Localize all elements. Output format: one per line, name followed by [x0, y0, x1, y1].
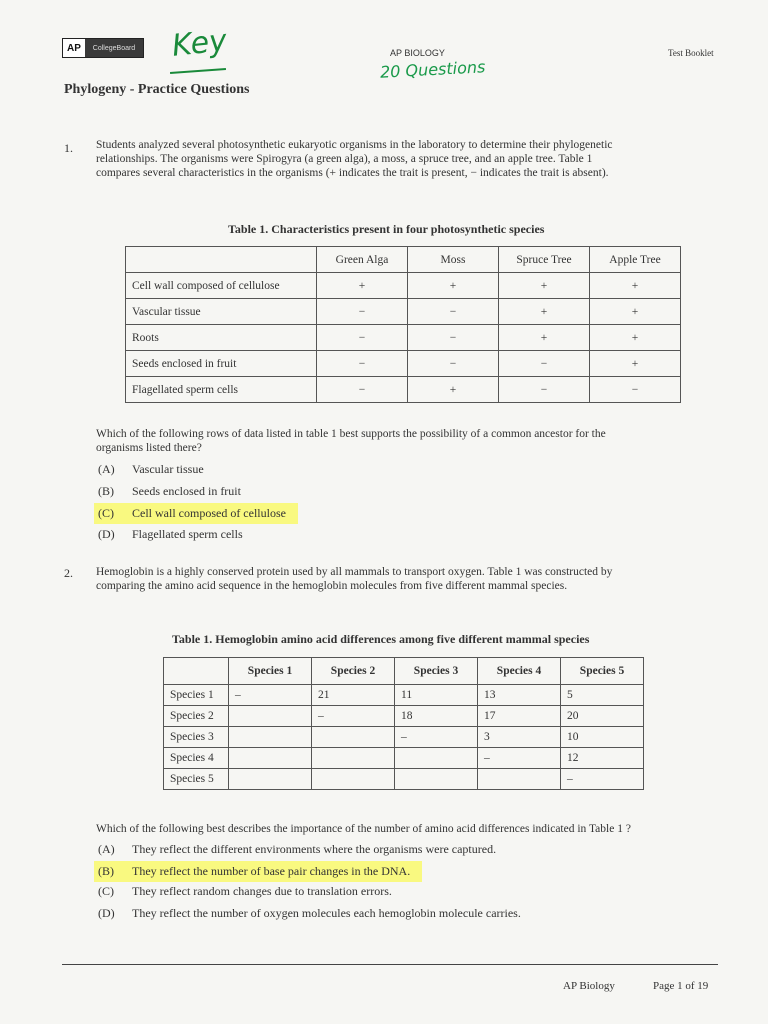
ap-logo: [62, 38, 144, 58]
value-cell: 13: [478, 685, 561, 706]
value-cell: –: [312, 706, 395, 727]
value-cell: [229, 706, 312, 727]
value-cell: +: [499, 299, 590, 325]
value-cell: −: [499, 351, 590, 377]
value-cell: 17: [478, 706, 561, 727]
handwritten-key: Key: [170, 23, 229, 64]
trait-cell: Cell wall composed of cellulose: [126, 273, 317, 299]
value-cell: 12: [561, 748, 644, 769]
q2-option-c[interactable]: [98, 884, 392, 899]
q2-option-b-highlighted-answer[interactable]: [94, 861, 422, 882]
option-letter: (B): [98, 484, 114, 498]
value-cell: +: [408, 273, 499, 299]
table-header-cell: [164, 658, 229, 685]
table-1-caption: Table 1. Characteristics present in four photosynthetic species: [228, 222, 545, 236]
table-row: [126, 377, 681, 403]
table-header-cell: Spruce Tree: [499, 247, 590, 273]
value-cell: −: [317, 351, 408, 377]
q1-option-b[interactable]: [98, 484, 241, 499]
value-cell: –: [478, 748, 561, 769]
option-letter: (D): [98, 906, 115, 920]
logo-collegeboard-text: CollegeBoard: [85, 39, 143, 57]
option-letter: (D): [98, 527, 115, 541]
option-text: They reflect the number of oxygen molecules each hemoglobin molecule carries.: [132, 906, 521, 920]
value-cell: [312, 727, 395, 748]
species-label-cell: Species 2: [164, 706, 229, 727]
option-text: They reflect the different environments where the organisms were captured.: [132, 842, 497, 856]
value-cell: 10: [561, 727, 644, 748]
footer-course: AP Biology: [563, 980, 615, 992]
value-cell: 21: [312, 685, 395, 706]
table-row: [164, 706, 644, 727]
question-2-number: 2.: [64, 566, 73, 580]
trait-cell: Seeds enclosed in fruit: [126, 351, 317, 377]
value-cell: −: [408, 299, 499, 325]
table-header-cell: Species 5: [561, 658, 644, 685]
value-cell: −: [408, 325, 499, 351]
table-row: [126, 273, 681, 299]
value-cell: −: [590, 377, 681, 403]
table-row: [164, 748, 644, 769]
intro-line: compares several characteristics in the organisms (+ indicates the trait is present, − indicates the trait is absent).: [96, 167, 609, 179]
value-cell: +: [590, 351, 681, 377]
value-cell: –: [229, 685, 312, 706]
value-cell: [312, 748, 395, 769]
table-header-cell: Species 2: [312, 658, 395, 685]
intro-line: Hemoglobin is a highly conserved protein used by all mammals to transport oxygen. Table 1 was constructed by: [96, 566, 613, 578]
option-letter: (C): [98, 884, 114, 898]
option-text: Cell wall composed of cellulose: [132, 506, 286, 520]
species-label-cell: Species 5: [164, 769, 229, 790]
option-text: They reflect the number of base pair changes in the DNA.: [132, 864, 411, 878]
prompt-line: Which of the following rows of data listed in table 1 best supports the possibility of a common ancestor for the: [96, 428, 606, 440]
species-label-cell: Species 4: [164, 748, 229, 769]
value-cell: [229, 769, 312, 790]
species-label-cell: Species 3: [164, 727, 229, 748]
value-cell: +: [499, 325, 590, 351]
table-header-cell: Species 4: [478, 658, 561, 685]
table-header-row: [164, 658, 644, 685]
value-cell: 5: [561, 685, 644, 706]
table-header-cell: Apple Tree: [590, 247, 681, 273]
value-cell: [229, 727, 312, 748]
species-label-cell: Species 1: [164, 685, 229, 706]
value-cell: −: [408, 351, 499, 377]
footer-page-number: Page 1 of 19: [653, 980, 709, 992]
option-letter: (A): [98, 842, 115, 856]
logo-ap-text: AP: [63, 39, 85, 57]
table-row: [164, 769, 644, 790]
page-title: Phylogeny - Practice Questions: [64, 82, 250, 97]
q2-option-a[interactable]: [98, 842, 496, 857]
question-1-prompt: [96, 427, 606, 455]
trait-cell: Flagellated sperm cells: [126, 377, 317, 403]
q1-option-a[interactable]: [98, 462, 204, 477]
intro-line: Students analyzed several photosynthetic eukaryotic organisms in the laboratory to determine their phylogenetic: [96, 139, 613, 151]
characteristics-table: [125, 246, 681, 403]
option-letter: (A): [98, 462, 115, 476]
option-text: Seeds enclosed in fruit: [132, 484, 241, 498]
value-cell: +: [590, 299, 681, 325]
option-text: Flagellated sperm cells: [132, 527, 243, 541]
value-cell: –: [561, 769, 644, 790]
hemoglobin-table: [163, 657, 644, 790]
value-cell: 3: [478, 727, 561, 748]
table-2-caption: Table 1. Hemoglobin amino acid differences among five different mammal species: [172, 632, 590, 646]
value-cell: +: [408, 377, 499, 403]
table-row: [126, 299, 681, 325]
trait-cell: Roots: [126, 325, 317, 351]
value-cell: +: [317, 273, 408, 299]
question-1-number: 1.: [64, 141, 73, 155]
table-row: [164, 727, 644, 748]
option-letter: (B): [98, 864, 114, 878]
table-row: [126, 351, 681, 377]
table-header-cell: [126, 247, 317, 273]
q2-option-d[interactable]: [98, 906, 521, 921]
q1-option-d[interactable]: [98, 527, 243, 542]
trait-cell: Vascular tissue: [126, 299, 317, 325]
value-cell: 18: [395, 706, 478, 727]
value-cell: [395, 769, 478, 790]
value-cell: 20: [561, 706, 644, 727]
question-1-intro: [96, 138, 613, 180]
option-text: Vascular tissue: [132, 462, 204, 476]
intro-line: relationships. The organisms were Spirogyra (a green alga), a moss, a spruce tree, and an apple tree. Table 1: [96, 153, 593, 165]
handwritten-underline: [170, 68, 226, 74]
table-row: [126, 325, 681, 351]
table-header-cell: Species 3: [395, 658, 478, 685]
value-cell: −: [499, 377, 590, 403]
value-cell: [312, 769, 395, 790]
value-cell: [395, 748, 478, 769]
value-cell: +: [590, 325, 681, 351]
prompt-line: organisms listed there?: [96, 442, 202, 454]
value-cell: –: [395, 727, 478, 748]
value-cell: −: [317, 325, 408, 351]
q1-option-c-highlighted-answer[interactable]: [94, 503, 298, 524]
handwritten-question-count: 20 Questions: [379, 57, 486, 82]
value-cell: −: [317, 299, 408, 325]
value-cell: −: [317, 377, 408, 403]
subject-label: AP BIOLOGY: [390, 48, 445, 58]
value-cell: [478, 769, 561, 790]
value-cell: +: [499, 273, 590, 299]
option-text: They reflect random changes due to translation errors.: [132, 884, 392, 898]
table-header-cell: Green Alga: [317, 247, 408, 273]
option-letter: (C): [98, 506, 114, 520]
value-cell: 11: [395, 685, 478, 706]
table-row: [164, 685, 644, 706]
question-2-intro: [96, 565, 612, 593]
question-2-prompt: Which of the following best describes the importance of the number of amino acid differences indicated in Table 1 ?: [96, 823, 631, 835]
footer-divider: [62, 964, 718, 965]
value-cell: [229, 748, 312, 769]
test-booklet-label: Test Booklet: [668, 48, 714, 58]
table-header-cell: Moss: [408, 247, 499, 273]
intro-line: comparing the amino acid sequence in the hemoglobin molecules from five different mammal species.: [96, 580, 568, 592]
value-cell: +: [590, 273, 681, 299]
table-header-row: [126, 247, 681, 273]
table-header-cell: Species 1: [229, 658, 312, 685]
